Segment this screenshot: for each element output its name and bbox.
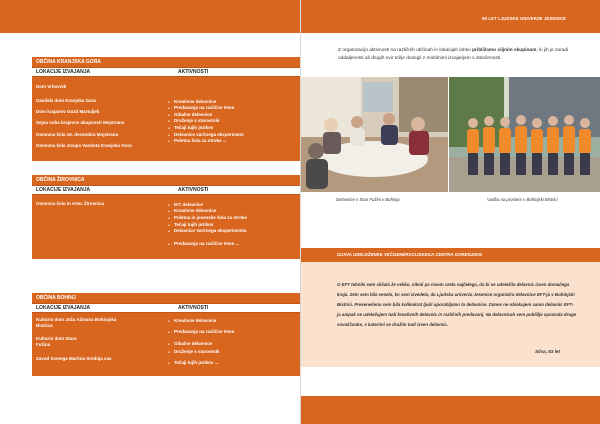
activity-item: ● Druženje s starostnik <box>168 118 220 124</box>
workshop-photo <box>301 77 448 192</box>
location-item: Osnovna šola Josipa Vandota Kranjska Gora <box>36 143 132 148</box>
column-activities-header: AKTIVNOSTI <box>178 305 209 311</box>
location-item: Osnovna šola in vrtec Žirovnica <box>36 201 105 206</box>
activity-item: ● Kreativne delavnice <box>168 208 216 214</box>
activity-item: ● Druženje s starostnik <box>168 349 220 355</box>
location-item: Zavod Svetega Martina Srednja vas <box>36 356 112 361</box>
caption-group: Vadba na prostem v Bohinjski Bistrici <box>487 197 558 202</box>
location-item: Dom krajanov Gozd Martuljek <box>36 109 100 114</box>
right-page <box>300 0 600 424</box>
section-bohinj <box>32 293 300 376</box>
column-activities-header: AKTIVNOSTI <box>178 69 209 75</box>
section-body <box>32 195 300 259</box>
section-title: OBČINA ŽIROVNICA <box>32 175 300 185</box>
location-item: Bistrica <box>36 323 53 328</box>
section-header-row <box>32 303 300 313</box>
testimonial-box <box>301 262 600 367</box>
header-band-right <box>301 0 600 33</box>
activity-item: ● Tečaji tujih jezikov <box>168 125 213 131</box>
bottom-band <box>301 396 600 424</box>
column-location-header: LOKACIJE IZVAJANJA <box>36 305 91 311</box>
location-item: Gasilski dom Kranjska Gora <box>36 98 97 103</box>
activity-item: ● Kreativne delavnice <box>168 318 216 324</box>
activity-item: ● Predavanja na različne teme ... <box>168 241 239 247</box>
location-item: Dom Vrhovnik <box>36 84 67 89</box>
activity-item: ● Predavanja na različne teme <box>168 105 234 111</box>
header-band-left <box>0 0 300 33</box>
intro-text-end: , ki jih je zaradi oddaljenosti ali drugih ovir težje dosegli z mobilnimi izvajanjem v določenosti. <box>338 48 569 61</box>
activity-item: ● Poletna šola za otroke ... <box>168 138 227 144</box>
activity-item: ● Gibalne delavnice <box>168 341 212 347</box>
location-item: Kulturni dom Joža Ažmana Bohinjska <box>36 317 117 322</box>
intro-text: Z organizacijo aktivnosti na različnih občinah in lokacijah lahko <box>338 48 473 53</box>
activity-item: ● Predavanja na različne teme <box>168 329 234 335</box>
intro-emphasis: približamo ciljnim skupinam <box>472 48 537 53</box>
activity-item: ● Kreativne delavnice <box>168 99 216 105</box>
section-zirovnica <box>32 175 300 259</box>
section-body <box>32 313 300 376</box>
activity-item: ● Delavnice varčnega eksperiment <box>168 132 244 138</box>
section-header-row <box>32 67 300 77</box>
activity-item: ● Gibalne delavnice <box>168 112 212 118</box>
testimonial-title: IZJAVA UDELEŽENKE VEČGENERACIJSKEGA CENTRA GORENJSKE <box>301 248 600 262</box>
location-item: Osnovna šola 16. decembra Mojstrana <box>36 132 119 137</box>
workshop-photo-image <box>301 77 448 192</box>
column-location-header: LOKACIJE IZVAJANJA <box>36 187 91 193</box>
section-title: OBČINA KRANJSKA GORA <box>32 57 300 67</box>
column-activities-header: AKTIVNOSTI <box>178 187 209 193</box>
caption-workshop: Delavnice v Stari Fužini v Bohinju <box>336 197 400 202</box>
activity-item: ● Tečaji tujih jezikov <box>168 222 213 228</box>
group-photo-image <box>449 77 600 192</box>
section-body <box>32 77 300 161</box>
location-item: Sejna soba krajevne skupnosti Mojstrana <box>36 120 125 125</box>
location-item: Kulturni dom Stara <box>36 336 77 341</box>
column-location-header: LOKACIJE IZVAJANJA <box>36 69 91 75</box>
section-header-row <box>32 185 300 195</box>
section-kranjska-gora <box>32 57 300 161</box>
intro-paragraph <box>338 47 576 63</box>
location-item: Fužina <box>36 342 51 347</box>
activity-item: ● Tečaji tujih jezikov ... <box>168 360 218 366</box>
testimonial-text: O EFT tehniki sem slišala že veliko, nikoli pa nisem vzela najčelega, da bi se udeležila delavnic izven domačega kraja. Zelo sem bila vesela, ko sem izvedela, da Ljudska univerza Jesenice organizira delavnice EFT-ja v Bohinjski Bistrici. Presenečena sem bila kolikokrat ljudi uporabljamo ta delavnice. Danes ne obiskujem samo delavnic EFT-ja ampak se udeležujem tudi kreativnih delavnic in različnih predavanj. Na delavnicah sem pobližje spoznala druge sovaščanke, s katerimi se družim tudi izven delavnic. <box>337 282 577 327</box>
header-title: 60 LET LJUDSKE UNIVERZE JESENICE <box>482 16 566 21</box>
section-title: OBČINA BOHINJ <box>32 293 300 303</box>
activity-item: ● IKT delavnice <box>168 202 203 208</box>
testimonial-signature: Silva, 63 let <box>534 349 560 354</box>
activity-item: ● Delavnice Varčnega eksperimenta <box>168 228 247 234</box>
group-photo <box>449 77 600 192</box>
activity-item: ● Poletna in jesenske šola za otroke <box>168 215 247 221</box>
